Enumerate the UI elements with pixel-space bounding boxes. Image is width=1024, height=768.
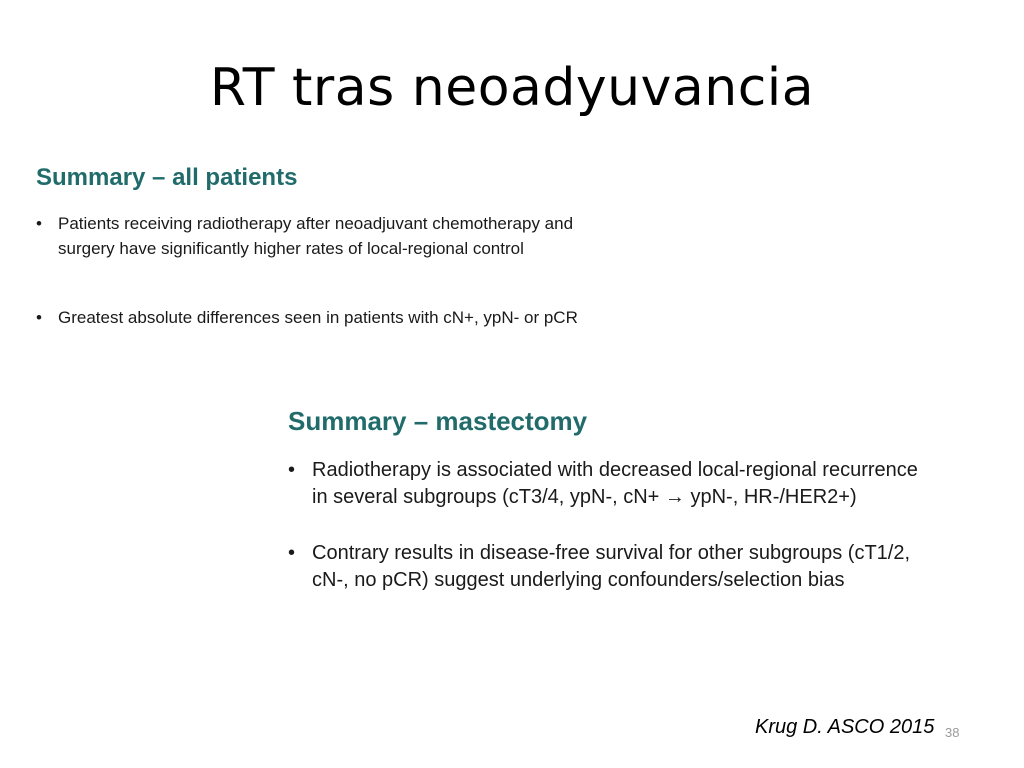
- summary-mastectomy: [288, 405, 928, 594]
- slide-number: 38: [945, 725, 960, 740]
- bullet-icon: •: [288, 542, 296, 564]
- slide-title: RT tras neoadyuvancia: [209, 58, 815, 118]
- bullet-text: Radiotherapy is associated with decreased local-regional recurrence in several subgroups (cT3/4, ypN-, cN+ → ypN-, HR-/HER2+): [312, 459, 918, 508]
- list-item: [288, 540, 928, 594]
- list-item: [288, 457, 928, 511]
- bullet-text: Contrary results in disease-free survival for other subgroups (cT1/2, cN-, no pCR) suggest underlying confounders/selection bias: [312, 542, 911, 591]
- bullet-icon: •: [36, 214, 42, 233]
- bullet-text: Greatest absolute differences seen in patients with cN+, ypN- or pCR: [58, 308, 578, 327]
- summary-mastectomy-heading: Summary – mastectomy: [288, 406, 588, 436]
- list-item: [36, 211, 616, 261]
- summary-mastectomy-bullets: [288, 457, 928, 594]
- bullet-icon: •: [36, 308, 42, 327]
- bullet-text: Patients receiving radiotherapy after neoadjuvant chemotherapy and surgery have significantly higher rates of local-regional control: [58, 214, 574, 258]
- summary-all-bullets: [36, 211, 616, 330]
- citation: Krug D. ASCO 2015: [755, 716, 935, 738]
- summary-all-heading: Summary – all patients: [36, 164, 298, 191]
- bullet-icon: •: [288, 459, 296, 481]
- list-item: [36, 305, 616, 330]
- summary-all-patients: [36, 163, 616, 330]
